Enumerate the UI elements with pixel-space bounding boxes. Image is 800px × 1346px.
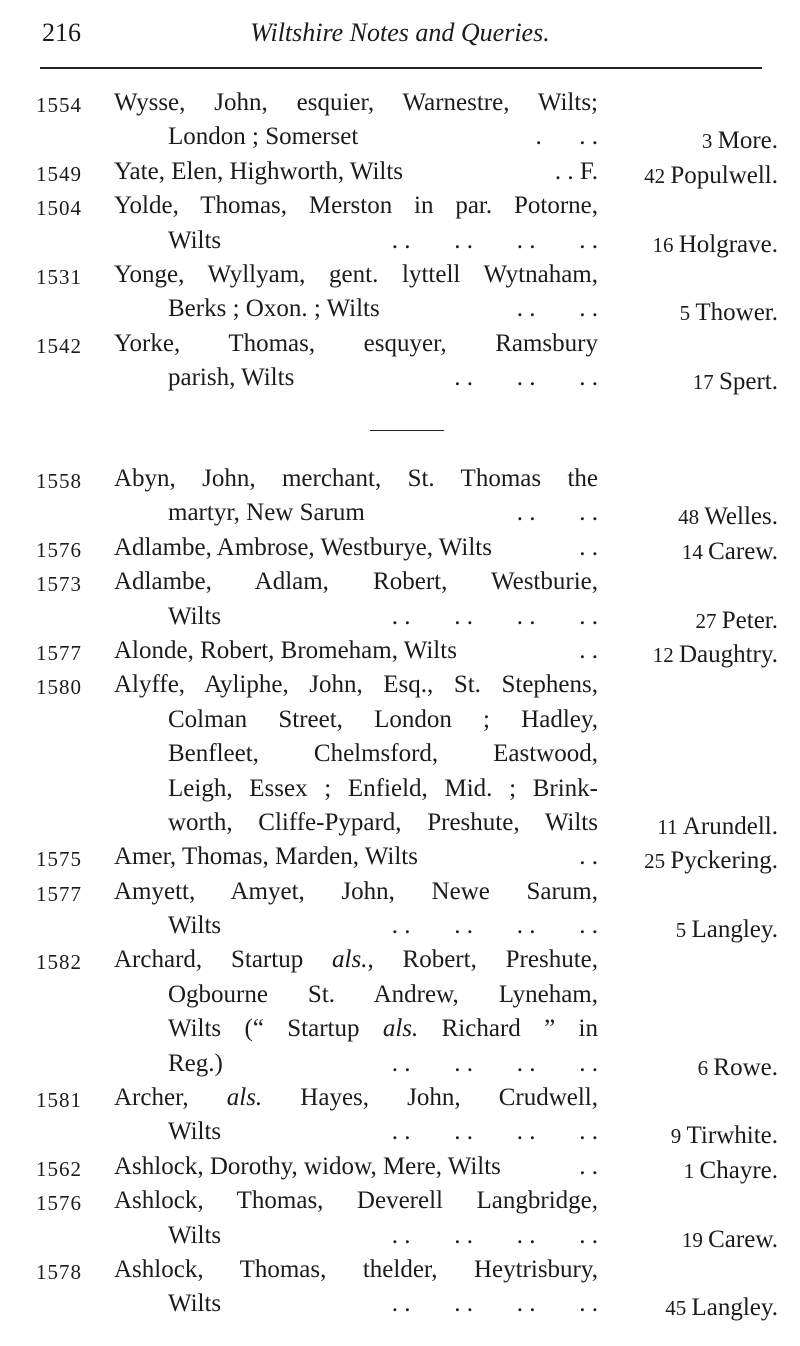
entry-year: 1576 xyxy=(36,537,82,562)
entry-text: parish, Wilts xyxy=(168,364,295,392)
register-name: Thower. xyxy=(695,299,778,327)
entry-year: 1581 xyxy=(36,1088,82,1113)
dot-leader: . . . . . . xyxy=(454,364,598,392)
entry xyxy=(0,462,800,531)
register-reference xyxy=(684,1154,778,1188)
entry-line xyxy=(0,292,800,326)
entry-line xyxy=(0,909,800,943)
entry-text: Benfleet, Chelmsford, Eastwood, xyxy=(168,740,598,768)
register-name: Populwell. xyxy=(670,161,778,189)
entry-text: Wilts xyxy=(168,1118,222,1146)
entry-text: Berks ; Oxon. ; Wilts xyxy=(168,295,380,323)
entry-text: Reg.) xyxy=(168,1049,223,1077)
register-folio: 5 xyxy=(675,918,692,943)
entry-line xyxy=(0,462,800,496)
register-reference xyxy=(696,604,779,638)
dot-leader: . . xyxy=(579,636,598,664)
register-folio: 11 xyxy=(657,814,683,839)
entry-text: Adlambe, Ambrose, Westburye, Wilts xyxy=(114,533,492,561)
register-reference xyxy=(682,535,778,569)
dot-leader: . . . . . . . . xyxy=(391,602,598,630)
entry-line xyxy=(0,155,800,189)
entry xyxy=(0,86,800,155)
entry-text: Ashlock, Dorothy, widow, Mere, Wilts xyxy=(114,1152,501,1180)
entry-text: Wilts xyxy=(168,912,222,940)
entry-line xyxy=(0,189,800,223)
entry-line xyxy=(0,703,800,737)
entry xyxy=(0,327,800,396)
dot-leader: . . . . . . . . xyxy=(391,1290,598,1318)
entry-text: Ogbourne St. Andrew, Lyneham, xyxy=(168,980,598,1008)
entry xyxy=(0,1081,800,1150)
dot-leader: . . . . . . . . xyxy=(391,912,598,940)
dot-leader: . . xyxy=(579,1152,598,1180)
dot-leader: . . . . xyxy=(516,499,598,527)
entry-year: 1575 xyxy=(36,847,82,872)
register-folio: 19 xyxy=(681,1227,709,1252)
entry-year: 1542 xyxy=(36,333,82,358)
entry-line xyxy=(0,737,800,771)
entry-line xyxy=(0,978,800,1012)
entry-year: 1577 xyxy=(36,881,82,906)
entry-line xyxy=(0,806,800,840)
entry-text: worth, Cliffe-Pypard, Preshute, Wilts xyxy=(168,808,598,836)
entry-text: Archard, Startup als., Robert, Preshute, xyxy=(114,946,598,974)
entry-line xyxy=(0,772,800,806)
entry-line xyxy=(0,1047,800,1081)
dot-leader: . . . xyxy=(535,123,598,151)
register-folio: 1 xyxy=(683,1158,700,1183)
register-reference xyxy=(665,1291,778,1325)
entries-section-a xyxy=(0,462,800,1322)
entry-line xyxy=(0,258,800,292)
entry-line xyxy=(0,943,800,977)
register-reference xyxy=(678,500,778,534)
entry-text: martyr, New Sarum xyxy=(168,499,365,527)
entry xyxy=(0,189,800,258)
entry-line xyxy=(0,1219,800,1253)
page-header xyxy=(0,14,800,54)
register-folio: 45 xyxy=(665,1296,692,1321)
dot-leader: . . . . . . . . xyxy=(391,1118,598,1146)
register-reference xyxy=(657,810,778,844)
entry-line xyxy=(0,875,800,909)
register-reference xyxy=(676,913,778,947)
register-reference xyxy=(644,844,778,878)
entry xyxy=(0,1184,800,1253)
entry-year: 1582 xyxy=(36,950,82,975)
dot-leader: . . . . . . . . xyxy=(391,226,598,254)
entry-year: 1558 xyxy=(36,469,82,493)
entry-line xyxy=(0,361,800,395)
running-title: Wiltshire Notes and Queries. xyxy=(250,18,550,47)
register-folio: 42 xyxy=(644,163,671,188)
entry-year: 1573 xyxy=(36,572,82,597)
entry-text: Leigh, Essex ; Enfield, Mid. ; Brink- xyxy=(168,774,598,802)
entry-text: Alyffe, Ayliphe, John, Esq., St. Stephens, xyxy=(114,671,598,699)
entry xyxy=(0,155,800,189)
entry-line xyxy=(0,224,800,258)
register-reference xyxy=(693,365,778,399)
register-name: Pyckering. xyxy=(670,847,778,875)
register-reference xyxy=(682,1223,778,1257)
entry-text: Abyn, John, merchant, St. Thomas the xyxy=(114,465,598,492)
register-name: Holgrave. xyxy=(678,230,778,258)
entry-line xyxy=(0,86,800,120)
entry-text: Wysse, John, esquier, Warnestre, Wilts; xyxy=(114,89,598,116)
entry-text: Wilts xyxy=(168,226,222,254)
entry-year: 1531 xyxy=(36,264,82,289)
entry-line xyxy=(0,1184,800,1218)
entry-text: Yonge, Wyllyam, gent. lyttell Wytnaham, xyxy=(114,260,598,288)
entry-text: Amyett, Amyet, John, Newe Sarum, xyxy=(114,877,598,905)
entry-line xyxy=(0,1150,800,1184)
entry xyxy=(0,634,800,668)
entry-line xyxy=(0,327,800,361)
entry-text: Yate, Elen, Highworth, Wilts xyxy=(114,157,404,185)
dot-leader: . . . . . . . . xyxy=(391,1049,598,1077)
entry-line xyxy=(0,1012,800,1046)
entry-year: 1580 xyxy=(36,675,82,700)
entry-text: Amer, Thomas, Marden, Wilts xyxy=(114,843,418,871)
entry-year: 1576 xyxy=(36,1191,82,1216)
entry xyxy=(0,943,800,1081)
entry-text: Colman Street, London ; Hadley, xyxy=(168,705,598,733)
entry-year: 1562 xyxy=(36,1156,82,1181)
entry-line xyxy=(0,1081,800,1115)
entry-line xyxy=(0,531,800,565)
entry-text: Ashlock, Thomas, Deverell Langbridge, xyxy=(114,1187,598,1215)
register-folio: 3 xyxy=(701,129,718,154)
entry xyxy=(0,1150,800,1184)
dot-leader: . . . . xyxy=(516,295,598,323)
register-name: Rowe. xyxy=(713,1053,778,1081)
entry-text: Yolde, Thomas, Merston in par. Potorne, xyxy=(114,192,598,220)
entry-text: Wilts xyxy=(168,1290,222,1318)
entry-line xyxy=(0,1253,800,1287)
register-folio: 48 xyxy=(678,505,705,530)
entry xyxy=(0,565,800,634)
entry xyxy=(0,668,800,840)
entry-text: Wilts (“ Startup als. Richard ” in xyxy=(168,1015,598,1043)
entry-year: 1578 xyxy=(36,1259,82,1284)
register-folio: 5 xyxy=(679,301,696,326)
register-reference xyxy=(671,1119,778,1153)
register-reference xyxy=(702,124,778,158)
dot-leader: . . xyxy=(579,533,598,561)
entry-text: Yorke, Thomas, esquyer, Ramsbury xyxy=(114,329,598,357)
register-name: Carew. xyxy=(708,537,778,565)
register-name: Langley. xyxy=(691,916,778,944)
register-folio: 6 xyxy=(697,1055,714,1080)
register-name: More. xyxy=(717,127,778,155)
register-name: Spert. xyxy=(718,368,778,396)
entry-year: 1549 xyxy=(36,161,82,186)
entry xyxy=(0,875,800,944)
register-name: Langley. xyxy=(691,1294,778,1322)
register-reference xyxy=(653,638,778,672)
register-name: Welles. xyxy=(704,503,778,531)
entry xyxy=(0,840,800,874)
register-folio: 16 xyxy=(652,232,679,257)
dot-leader: . . F. xyxy=(554,157,598,185)
register-folio: 17 xyxy=(692,370,719,395)
entry-text: Archer, als. Hayes, John, Crudwell, xyxy=(114,1084,598,1112)
entry-text: Wilts xyxy=(168,1221,222,1249)
register-reference xyxy=(652,228,778,262)
entry xyxy=(0,258,800,327)
register-reference xyxy=(680,296,778,330)
section-separator xyxy=(370,430,444,431)
register-name: Peter. xyxy=(721,606,778,634)
entry-year: 1577 xyxy=(36,640,82,665)
entry-text: Wilts xyxy=(168,602,222,630)
entry-year: 1554 xyxy=(36,93,82,117)
entry-year: 1504 xyxy=(36,196,82,221)
register-folio: 14 xyxy=(681,539,709,564)
dot-leader: . . xyxy=(579,843,598,871)
entry-text: Adlambe, Adlam, Robert, Westburie, xyxy=(114,568,598,596)
entry-line xyxy=(0,600,800,634)
entry-line xyxy=(0,1115,800,1149)
dot-leader: . . . . . . . . xyxy=(391,1221,598,1249)
entry-text: London ; Somerset xyxy=(168,123,359,151)
register-name: Tirwhite. xyxy=(686,1122,778,1150)
header-rule xyxy=(40,67,762,69)
register-folio: 12 xyxy=(652,642,679,667)
entry xyxy=(0,531,800,565)
entry-line xyxy=(0,668,800,702)
entry-line xyxy=(0,634,800,668)
page-number: 216 xyxy=(42,18,81,47)
register-reference xyxy=(644,159,778,193)
entry-line xyxy=(0,1287,800,1321)
register-folio: 27 xyxy=(695,608,722,633)
register-name: Chayre. xyxy=(699,1156,778,1184)
entry-text: Alonde, Robert, Bromeham, Wilts xyxy=(114,636,457,664)
entry-line xyxy=(0,840,800,874)
entry-line xyxy=(0,120,800,154)
entries-section-y xyxy=(0,86,800,396)
entry-text: Ashlock, Thomas, thelder, Heytrisbury, xyxy=(114,1255,598,1283)
register-reference xyxy=(698,1051,778,1085)
register-name: Arundell. xyxy=(682,812,778,840)
register-folio: 25 xyxy=(644,849,671,874)
register-folio: 9 xyxy=(670,1124,687,1149)
entry-line xyxy=(0,565,800,599)
entry xyxy=(0,1253,800,1322)
register-name: Carew. xyxy=(708,1225,778,1253)
register-name: Daughtry. xyxy=(678,640,778,668)
entry-line xyxy=(0,496,800,530)
